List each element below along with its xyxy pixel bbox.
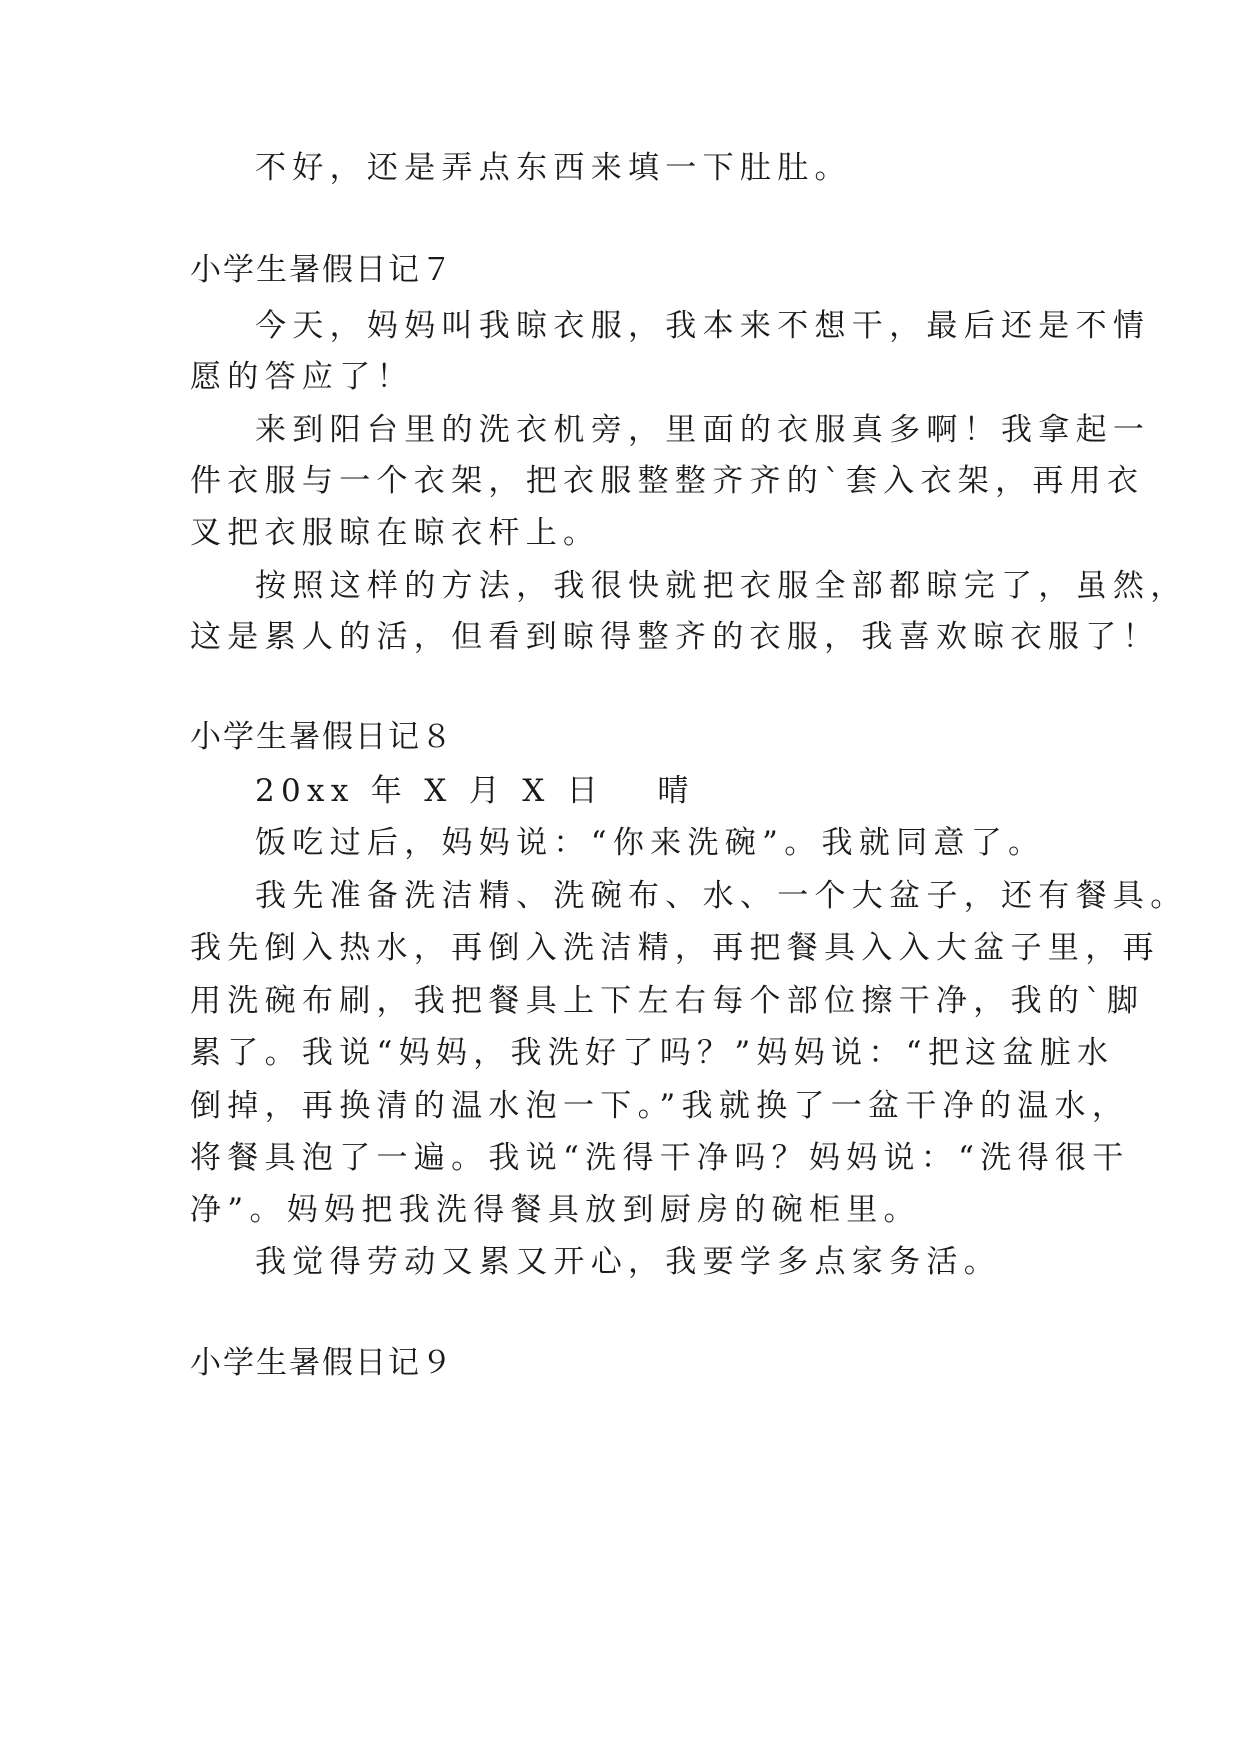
paragraph-line: 我先准备洗洁精、洗碗布、水、一个大盆子，还有餐具。 bbox=[255, 878, 1188, 914]
paragraph-line: 饭吃过后，妈妈说：“你来洗碗”。我就同意了。 bbox=[255, 825, 1046, 861]
paragraph-line: 将餐具泡了一遍。我说“洗得干净吗？妈妈说：“洗得很干 bbox=[190, 1140, 1130, 1176]
paragraph-line: 我先倒入热水，再倒入洗洁精，再把餐具入入大盆子里，再 bbox=[190, 930, 1160, 966]
paragraph-line: 愿的答应了！ bbox=[190, 359, 414, 395]
paragraph-line: 我觉得劳动又累又开心，我要学多点家务活。 bbox=[255, 1244, 1001, 1280]
paragraph-line: 倒掉，再换清的温水泡一下。”我就换了一盆干净的温水， bbox=[190, 1088, 1130, 1124]
paragraph-line: 今天，妈妈叫我晾衣服，我本来不想干，最后还是不情 bbox=[255, 308, 1151, 344]
diary-8-heading: 小学生暑假日记８ bbox=[190, 719, 454, 755]
paragraph-line: 用洗碗布刷，我把餐具上下左右每个部位擦干净，我的`脚 bbox=[190, 983, 1145, 1019]
paragraph-line: 来到阳台里的洗衣机旁，里面的衣服真多啊！我拿起一 bbox=[255, 412, 1151, 448]
paragraph-line: 按照这样的方法，我很快就把衣服全部都晾完了，虽然， bbox=[255, 568, 1188, 604]
date-line: 20xx 年 X 月 X 日 晴 bbox=[255, 773, 695, 809]
diary-7-heading: 小学生暑假日记７ bbox=[190, 252, 454, 288]
continuation-line: 不好，还是弄点东西来填一下肚肚。 bbox=[255, 150, 852, 186]
paragraph-line: 件衣服与一个衣架，把衣服整整齐齐的`套入衣架，再用衣 bbox=[190, 463, 1145, 499]
paragraph-line: 净”。妈妈把我洗得餐具放到厨房的碗柜里。 bbox=[190, 1192, 921, 1228]
paragraph-line: 叉把衣服晾在晾衣杆上。 bbox=[190, 515, 601, 551]
paragraph-line: 累了。我说“妈妈，我洗好了吗？”妈妈说：“把这盆脏水 bbox=[190, 1035, 1115, 1071]
diary-9-heading: 小学生暑假日记９ bbox=[190, 1345, 454, 1381]
paragraph-line: 这是累人的活，但看到晾得整齐的衣服，我喜欢晾衣服了！ bbox=[190, 619, 1160, 655]
